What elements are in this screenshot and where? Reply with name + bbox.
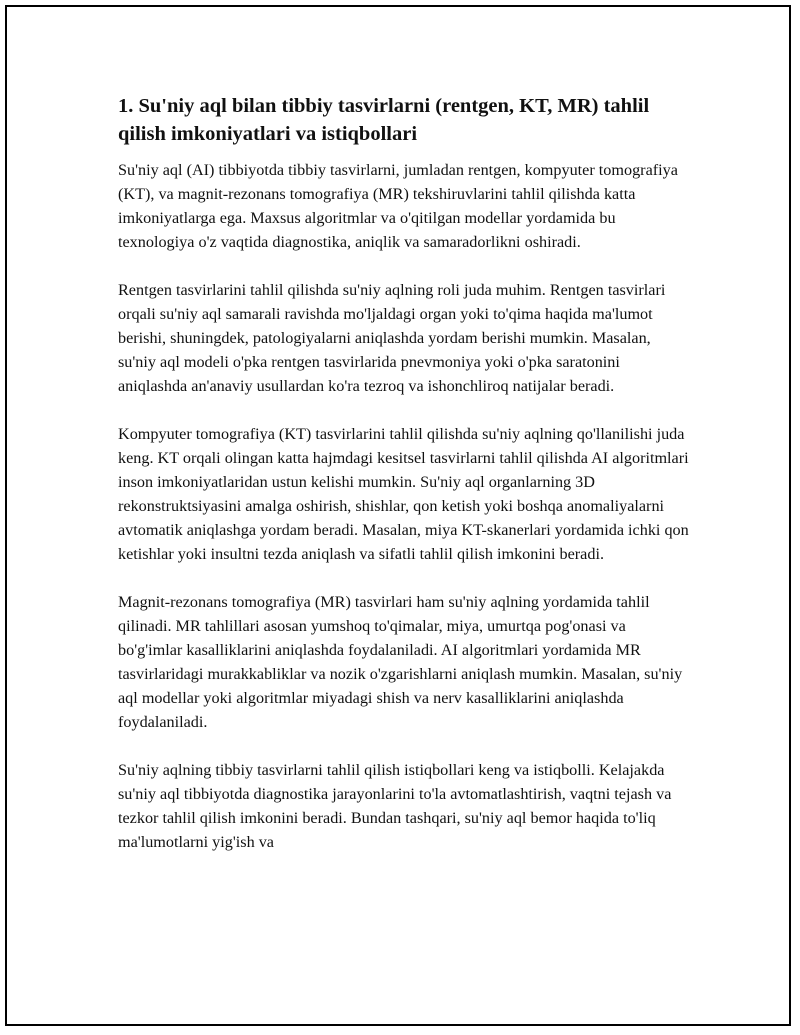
paragraph-prospects: Su'niy aqlning tibbiy tasvirlarni tahlil qilish istiqbollari keng va istiqbolli. Kelajakda su'niy aql tibbiyotda diagnostika jarayonlarini to'la avtomatlashtirish, vaqtni tejash va tezkor tahlil qilish imkonini beradi. Bundan tashqari, su'niy aql bemor haqida to'liq ma'lumotlarni yig'ish va	[118, 761, 672, 851]
paragraph-kt: Kompyuter tomografiya (KT) tasvirlarini tahlil qilishda su'niy aqlning qo'llanilishi juda keng. KT orqali olingan katta hajmdagi kesitsel tasvirlarni tahlil qilishda AI algoritmlari inson imkoniyatlaridan ustun kelishi mumkin. Su'niy aql organlarning 3D rekonstruktsiyasini amalga oshirish, shishlar, qon ketish yoki boshqa anomaliyalarni avtomatik aniqlashga yordam beradi. Masalan, miya KT-skanerlari yordamida ichki qon ketishlar yoki insultni tezda aniqlash va sifatli tahlil qilish imkonini beradi.	[118, 425, 689, 563]
section-heading: 1. Su'niy aql bilan tibbiy tasvirlarni (rentgen, KT, MR) tahlil qilish imkoniyatlari va istiqbollari	[118, 95, 650, 145]
paragraph-intro: Su'niy aql (AI) tibbiyotda tibbiy tasvirlarni, jumladan rentgen, kompyuter tomografiya (KT), va magnit-rezonans tomografiya (MR) tekshiruvlarini tahlil qilishda katta imkoniyatlarga ega. Maxsus algoritmlar va o'qitilgan modellar yordamida bu texnologiya o'z vaqtida diagnostika, aniqlik va samaradorlikni oshiradi.	[118, 161, 678, 251]
paragraph-mr: Magnit-rezonans tomografiya (MR) tasvirlari ham su'niy aqlning yordamida tahlil qilinadi. MR tahlillari asosan yumshoq to'qimalar, miya, umurtqa pog'onasi va bo'g'imlar kasalliklarini aniqlashda foydalaniladi. AI algoritmlari yordamida MR tasvirlaridagi murakkabliklar va nozik o'zgarishlarni aniqlash mumkin. Masalan, su'niy aql modellar yoki algoritmlar miyadagi shish va nerv kasalliklarini aniqlashda foydalaniladi.	[118, 593, 683, 731]
paragraph-rentgen: Rentgen tasvirlarini tahlil qilishda su'niy aqlning roli juda muhim. Rentgen tasvirlari orqali su'niy aql samarali ravishda mo'ljaldagi organ yoki to'qima haqida ma'lumot berishi, shuningdek, patologiyalarni aniqlashda yordam berishi mumkin. Masalan, su'niy aql modeli o'pka rentgen tasvirlarida pnevmoniya yoki o'pka saratonini aniqlashda an'anaviy usullardan ko'ra tezroq va ishonchliroq natijalar beradi.	[118, 281, 666, 395]
document-body	[118, 92, 692, 878]
